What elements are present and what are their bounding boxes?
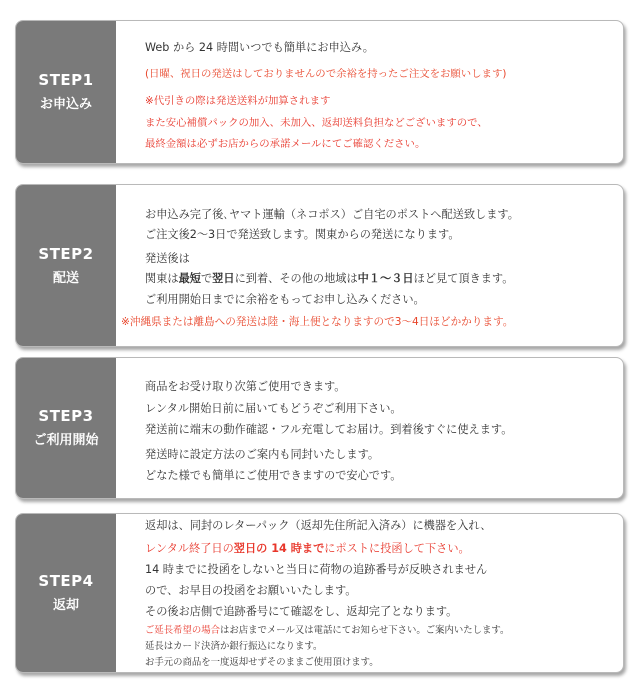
step-text-line: どなた様でも簡単にご使用できますので安心です。	[145, 469, 402, 482]
step-label-panel	[16, 185, 116, 346]
step-text-line: 商品をお受け取り次第ご使用できます。	[145, 380, 346, 393]
step-title: 返却	[52, 598, 79, 613]
step-text-line: お手元の商品を一度返却せずそのままご使用頂けます。	[145, 657, 379, 668]
step-body	[116, 21, 623, 163]
step-number: STEP1	[38, 71, 94, 89]
step-text-line: レンタル開始日前に届いてもどうぞご利用下さい。	[145, 402, 402, 415]
step-notice-line: ※沖縄県または離島への発送は陸・海上便となりますので3〜4日ほどかかります。	[121, 316, 514, 328]
step-text-line: ご利用開始日までに余裕をもってお申し込みください。	[145, 293, 425, 306]
step-text-line: 関東は最短で翌日に到着、その他の地域は中１～３日ほど見て頂きます。	[145, 272, 514, 285]
step-number: STEP3	[38, 407, 94, 425]
step-text-line: Web から 24 時間いつでも簡単にお申込み。	[145, 41, 374, 54]
step-number: STEP2	[38, 244, 94, 263]
step-label-panel	[16, 21, 116, 163]
step-label-panel	[16, 514, 116, 672]
step-card-4	[15, 513, 624, 673]
step-text-line: ご延長希望の場合はお店までメール又は電話にてお知らせ下さい。ご案内いたします。	[145, 625, 510, 636]
step-text-line: 延長はカード決済か銀行振込になります。	[145, 641, 323, 652]
step-notice-line: また安心補償パックの加入、未加入、返却送料負担などございますので、	[145, 117, 488, 129]
step-number: STEP4	[38, 572, 94, 590]
step-text-line: 発送後は	[145, 252, 190, 265]
step-label-panel	[16, 358, 116, 498]
step-text-line: 返却は、同封のレターパック（返却先住所記入済み）に機器を入れ、	[145, 519, 492, 532]
step-text-line: その後お店側で追跡番号にて確認をし、返却完了となります。	[145, 605, 458, 618]
step-text-line: ので、お早目の投函をお願いいたします。	[145, 584, 357, 597]
step-title: 配送	[52, 270, 79, 286]
step-card-3	[15, 357, 624, 499]
step-notice-line: 最終金額は必ずお店からの承諾メールにてご確認ください。	[145, 138, 426, 150]
step-body	[116, 358, 623, 498]
step-text-line: お申込み完了後､ヤマト運輸（ネコポス）ご自宅のポストへ配送致します。	[145, 208, 519, 221]
step-body	[116, 185, 623, 346]
step-notice-line: レンタル終了日の翌日の 14 時までにポストに投函して下さい。	[145, 542, 470, 555]
step-text-line: 発送時に設定方法のご案内も同封いたします。	[145, 448, 380, 461]
step-text-line: 発送前に端末の動作確認・フル充電してお届け。到着後すぐに使えます。	[145, 423, 513, 436]
step-text-line: 14 時までに投函をしないと当日に荷物の追跡番号が反映されません	[145, 563, 488, 576]
step-title: ご利用開始	[33, 433, 99, 448]
step-notice-line: ※代引きの際は発送送料が加算されます	[145, 95, 331, 107]
step-title: お申込み	[39, 97, 92, 112]
step-notice-line: (日曜、祝日の発送はしておりませんので余裕を持ったご注文をお願いします)	[145, 68, 507, 80]
step-text-line: ご注文後2〜3日で発送致します。関東からの発送になります。	[145, 228, 460, 241]
step-body	[116, 514, 623, 672]
step-card-1	[15, 20, 624, 164]
step-card-2	[15, 184, 624, 347]
